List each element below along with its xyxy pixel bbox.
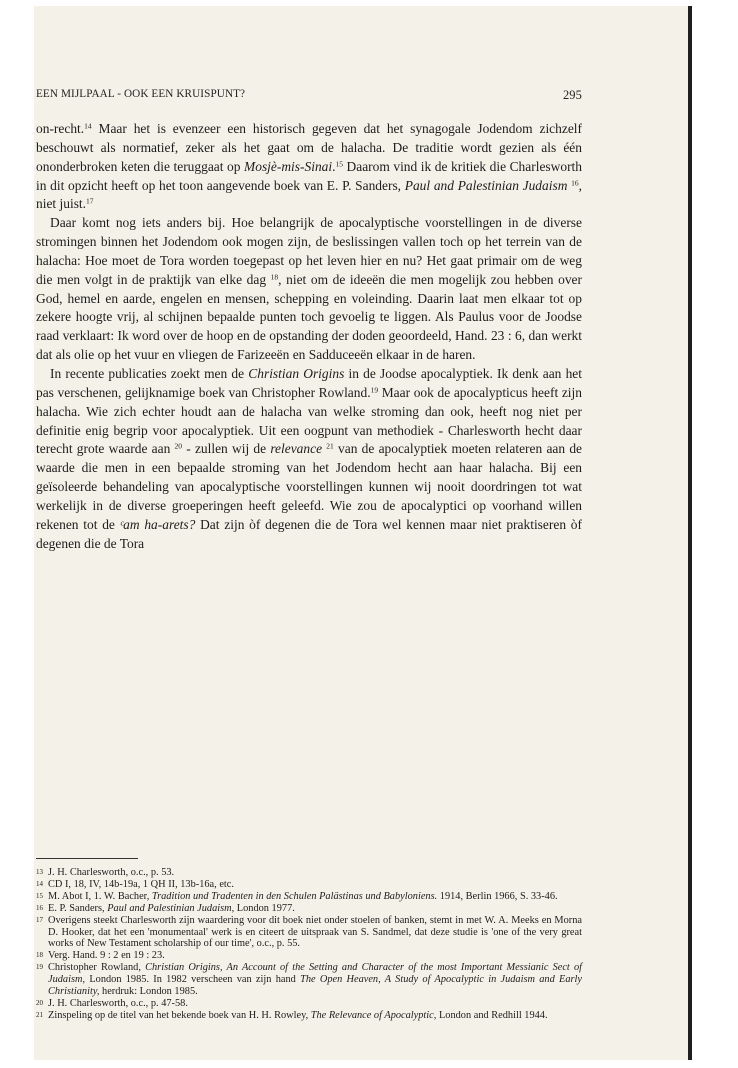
footnote-ref: 18: [270, 272, 279, 282]
footnote-number: 16: [36, 903, 43, 912]
page-edge: [688, 6, 692, 1060]
italic-title: The Open Heaven, A Study of Apocalyptic in Judaism and Early Christianity,: [48, 974, 582, 998]
footnote-number: 18: [36, 951, 43, 960]
text-run: , niet juist.: [36, 177, 582, 212]
paragraph: [36, 120, 582, 214]
text-run: in de Joodse apocalyptiek. Ik denk aan het pas verschenen, gelijknamige boek van Christopher Rowland.: [36, 365, 582, 400]
text-run: J. H. Charlesworth, o.c., p. 53.: [48, 867, 175, 878]
italic-title: Paul and Palestinian Judaism: [404, 177, 568, 193]
text-run: Daar komt nog iets anders bij. Hoe belangrijk de apocalyptische voorstellingen in de diverse stromingen binnen het Jodendom ook mogen zijn, de beslissingen vallen toch op het terrein van de halacha: Hoe moet de Tora worden toegepast op het leven hier en nu? Het gaat primair om de weg die men volgt in de praktijk van elke dag: [36, 215, 582, 287]
italic-title: Tradition und Tradenten in den Schulen Palästinas und Babyloniens.: [151, 890, 438, 902]
footnote-number: 20: [36, 998, 43, 1007]
text-run: London 1977.: [234, 902, 295, 914]
text-run: Zinspeling op de titel van het bekende boek van H. H. Rowley,: [48, 1009, 311, 1021]
text-run: , niet om de ideeën die men mogelijk zou hebben over God, hemel en aarde, engelen en mensen, schepping en voleinding. Daarin laat men elkaar tot op zekere hoogte vrij, al schijnen bepaalde punten toch gevoelig te liggen. Als Paulus voor de Joodse raad verklaart: Ik word over de hoop en de opstanding der doden geoordeeld, Hand. 23 : 6, dan werkt dat als olie op het vuur en vliegen de Farizeeën en Sadduceeën elkaar in de haren.: [36, 271, 582, 363]
footnote: [36, 867, 582, 879]
main-text: [36, 120, 582, 553]
footnote-ref: 20: [174, 441, 183, 451]
paragraph: [36, 365, 582, 553]
text-run: herdruk: London 1985.: [99, 986, 198, 998]
footnote: [36, 962, 582, 998]
footnote-number: 13: [36, 868, 43, 876]
text-run: Verg. Hand. 9 : 2 en 19 : 23.: [48, 950, 165, 962]
footnote-ref: 15: [335, 159, 343, 169]
page-number: 295: [562, 88, 582, 102]
italic-title: Paul and Palestinian Judaism,: [107, 902, 235, 914]
italic-title: ᶜam ha-arets?: [119, 516, 196, 532]
text-run: Maar het is evenzeer een historisch gegeven dat het synagogale Jodendom zichzelf beschouwt als normatief, zeker als het gaat om de halacha. De traditie wordt gezien als één ononderbroken keten die teruggaat op: [36, 121, 582, 174]
text-run: - zullen wij de: [182, 441, 271, 457]
running-header: [36, 88, 582, 100]
footnote: [36, 903, 582, 915]
text-run: Christopher Rowland,: [48, 962, 146, 974]
text-run: Maar ook de apocalypticus heeft zijn halacha. Wie zich echter houdt aan de halacha van welke stroming dan ook, heeft nog niet per definitie enig begrip voor apocalyptiek. Uit een oogpunt van methodiek - Charlesworth hecht daar terecht grote waarde aan: [36, 384, 582, 457]
footnote-number: 15: [36, 891, 43, 900]
italic-title: Christian Origins, An Account of the Setting and Character of the most Important Messianic Sect of Judaism,: [48, 962, 582, 986]
footnote-number: 14: [36, 879, 43, 888]
footnote: [36, 915, 582, 951]
footnote-number: 19: [36, 963, 43, 972]
text-run: Overigens steekt Charlesworth zijn waardering voor dit boek niet onder stoelen of banken, stemt in met W. A. Meeks en Morna D. Hooker, dat het een 'monumentaal' werk is en citeert de uitspraak van S. Sandmel, dat deze studie is 'one of the very great works of New Testament scholarship of our time', o.c., p. 55.: [48, 914, 582, 950]
text-run: London 1985. In 1982 verscheen van zijn hand: [85, 974, 301, 986]
italic-title: Christian Origins: [248, 365, 345, 381]
text-run: CD I, 18, IV, 14b-19a, 1 QH II, 13b-16a, etc.: [48, 878, 234, 890]
text-run: In recente publicaties zoekt men de: [50, 365, 249, 381]
footnote-ref: 16: [571, 178, 579, 188]
italic-title: Mosjè-mis-Sinai: [244, 158, 333, 174]
text-run: Dat zijn òf degenen die de Tora wel kennen maar niet praktiseren òf degenen die de Tora: [36, 516, 582, 551]
text-run: van de apocalyptiek moeten relateren aan de waarde die men in een bepaalde stroming van het Jodendom hecht aan haar halacha. Bij een geïsoleerde behandeling van apocalyptische voorstellingen kunnen wij nooit doordringen tot wat werkelijk in de diverse groeperingen heeft geleefd. Wie zou de apocalyptici op voorhand willen rekenen tot de: [36, 441, 583, 532]
footnote: [36, 1010, 582, 1022]
text-run: E. P. Sanders,: [48, 902, 108, 914]
footnote: [36, 891, 582, 903]
paragraph: [36, 214, 582, 365]
footnote: [36, 879, 582, 891]
text-run: M. Abot I, 1. W. Bacher,: [48, 890, 152, 902]
italic-title: The Relevance of Apocalyptic,: [310, 1009, 437, 1021]
running-title: EEN MIJLPAAL - OOK EEN KRUISPUNT?: [36, 88, 246, 100]
text-run: .: [332, 158, 336, 174]
text-run: on-recht.: [36, 121, 85, 136]
footnote-divider: [36, 858, 138, 859]
footnote-ref: 19: [370, 385, 379, 395]
text-run: 1914, Berlin 1966, S. 33-46.: [437, 890, 558, 902]
text-run: J. H. Charlesworth, o.c., p. 47-58.: [48, 997, 188, 1009]
footnote-number: 17: [36, 915, 43, 924]
footnote-ref: 17: [86, 196, 94, 206]
text-run: London and Redhill 1944.: [436, 1009, 548, 1021]
footnote-ref: 14: [84, 121, 92, 131]
footnote: [36, 950, 582, 962]
text-run: Daarom vind ik de kritiek die Charlesworth in dit opzicht heeft op het toon aangevende boek van E. P. Sanders,: [36, 158, 582, 193]
italic-title: relevance: [270, 441, 323, 457]
footnote: [36, 998, 582, 1010]
footnote-number: 21: [36, 1010, 43, 1019]
footnote-ref: 21: [326, 441, 334, 451]
footnotes: [36, 867, 582, 1022]
